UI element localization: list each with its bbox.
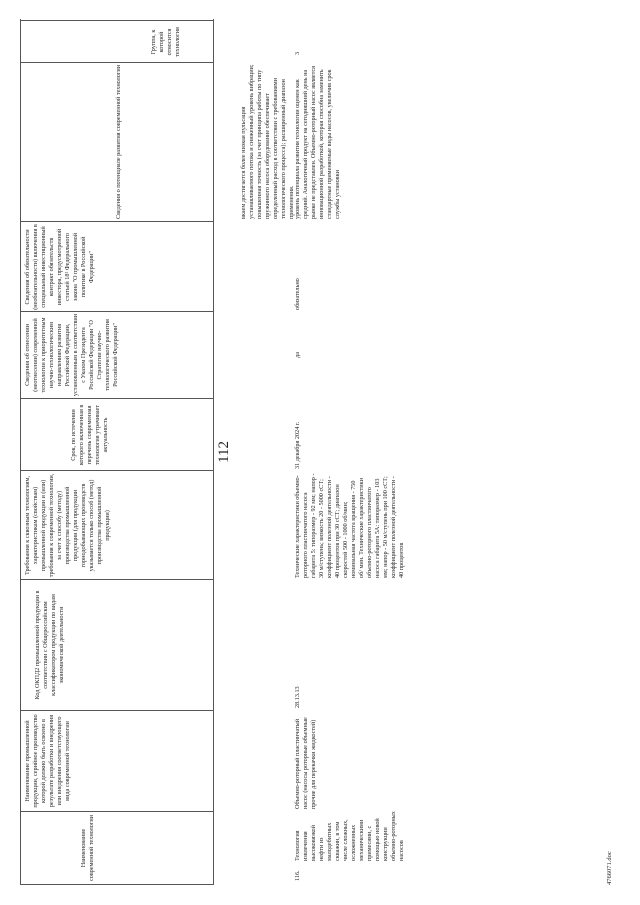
table-top-border <box>20 19 21 885</box>
table-right-border <box>20 20 214 21</box>
header-product: Наименование промышленной продукции, серийное производство которой должно быть освоено в результате разработки и внедрения или внедрения соответствующего вида современной технологии <box>24 714 71 808</box>
continuation-text: вкаем достигается более низкая пульсация устанавливаемого потока и сниженный уровень вибрации; повышенная точность (за счет принципа работы по типу пружинного насоса оборудование обеспечивает определенный расход в соответствии с требованиями технологического процесса); расширенный диапазон применения. <box>240 64 295 219</box>
col-divider <box>20 221 214 222</box>
col-divider <box>20 710 214 711</box>
header-mandatory: Сведения об обязательности (необязательности) включения в специальный инвестиционный контракт обязательств инвестора, предусмотренной статьей 18¹ Федерального закона "О промышленной политике в Российской Федерации" <box>24 224 95 310</box>
cell-requirements: Технические характеристики объемно-роторного пластинчатого насоса габарита 5: типоразмер - 92 мм; напор - 30 м/ступень; вязкость 20 - 5000 сСТ; коэффициент полезной деятельности - 40 процентов при 30 сСТ; диапазон скоростей 500 - 1000 об/мин; номинальная частота вращения - 750 об/ мин. Технические характеристики объемно-роторного пластинчатого насоса габарита 5А: типоразмер - 103 мм; напор - 50 м/ступень при 100 сСТ; коэффициент полезной деятельности - 40 процентов <box>294 473 405 578</box>
page-number: 112 <box>216 441 232 463</box>
col-divider <box>20 398 214 399</box>
col-divider <box>20 470 214 471</box>
col-divider <box>20 311 214 312</box>
row-number: 116. <box>294 870 301 881</box>
col-divider <box>20 579 214 580</box>
cell-priority: да <box>294 352 301 358</box>
footer-filename: 4766071.doc <box>606 851 613 885</box>
col-divider <box>20 811 214 812</box>
col-divider <box>20 62 214 63</box>
cell-technology: Технология извлечения высоковязкой нефти из малодебитных скважин, в том числе сложных, осложненных механическими примесями, с помощью новой конструкции объемно-роторных насосов <box>294 811 405 861</box>
cell-group: 3 <box>294 51 301 55</box>
table-left-border <box>20 884 214 885</box>
header-okpd: Код ОКПД2 промышленной продукции в соответствии с Общероссийским классификатором продукции по видам экономической деятельности <box>34 590 65 700</box>
cell-okpd-code: 28.13.13 <box>294 686 301 708</box>
cell-product: Объемно-роторный пластинчатый насос (насосы роторные объемные прочие для перекачки жидкостей) <box>294 717 317 809</box>
cell-mandatory: обязательно <box>294 278 301 310</box>
header-priority: Сведения об отнесении (неотнесении) современной технологии к приоритетным научно-технологическим направлениям развития Российской Федерации, установленным в соответствии с Указом Президента Российской Федерации "О Стратегии научно-технологического развития Российской Федерации" <box>24 313 119 397</box>
header-potential: Сведения о потенциале развития современной технологии <box>115 64 122 219</box>
header-requirements: Требования к сквозным технологиям, характеристикам (свойствам) промышленной продукции и (или) требования к современной технологии, за счет к способу (методу) производства промышленной продукции (для продукции горнодобывающих производств указывается только способ (метод) производства промышленной продукции) <box>24 473 111 578</box>
header-bottom-border <box>213 19 214 885</box>
header-technology: Наименование современной технологии <box>80 815 95 881</box>
cell-deadline: 31 декабря 2024 г. <box>294 421 301 469</box>
cell-potential: уровень потенциала развития технологии оценен как средний. Аналогичный продукт на сегодняшний день на рынке не представлен. Объемно-роторный насос является инновационной разработкой, которая способна заменить стандартные применяемые виды насосов, увеличив срок службы установки <box>294 66 341 219</box>
header-deadline: Срок, по истечении которого включенная в перечень современная технология утрачивает актуальность <box>70 404 109 466</box>
header-group: Группа, к которой относится технология <box>150 27 181 57</box>
